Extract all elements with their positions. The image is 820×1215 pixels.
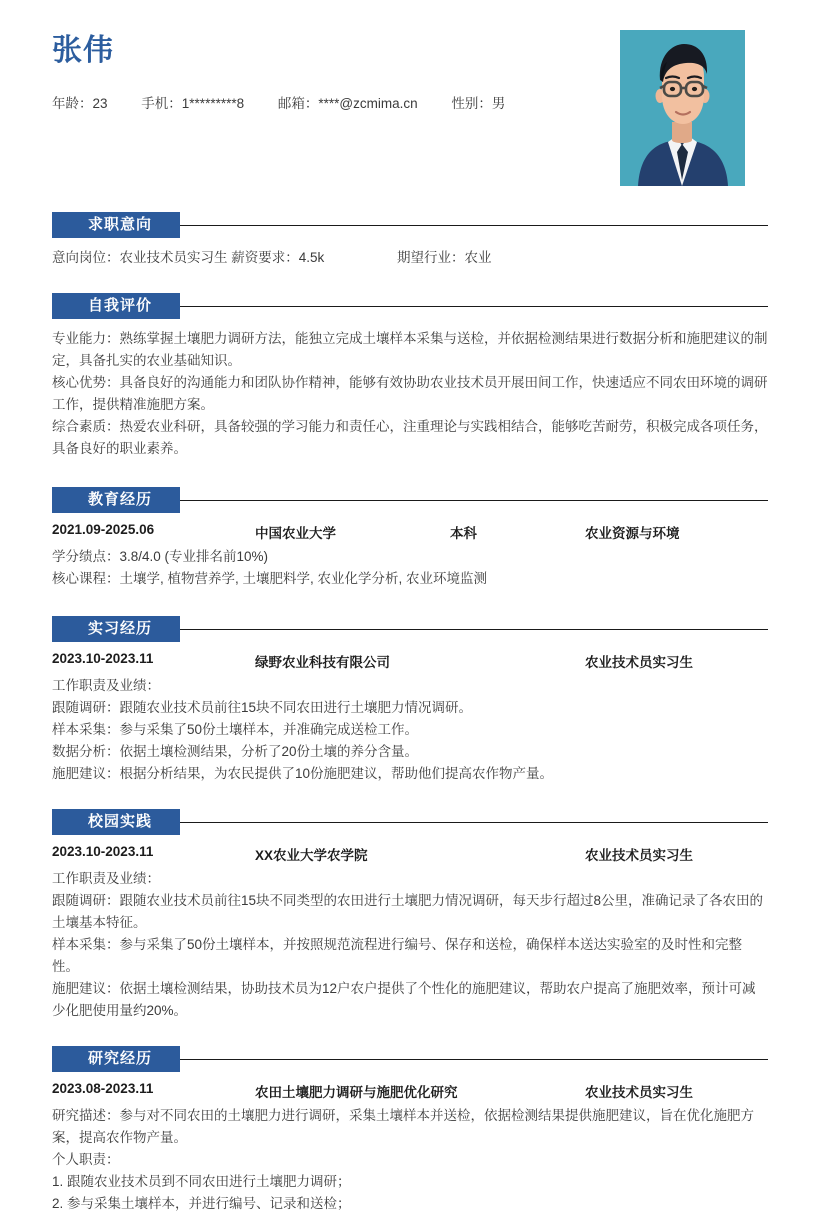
section-internship: [52, 616, 768, 785]
research-detail: 1. 跟随农业技术员到不同农田进行土壤肥力调研；: [52, 1174, 351, 1189]
internship-date: 2023.10-2023.11: [52, 651, 154, 666]
campus-practice-date: 2023.10-2023.11: [52, 844, 154, 859]
campus-practice-detail: 样本采集：参与采集了50份土壤样本，并按照规范流程进行编号、保存和送检，确保样本送达实验室的及时性和完整性。: [52, 937, 743, 974]
campus-practice-detail: 工作职责及业绩：: [52, 871, 160, 886]
campus-practice-detail: 施肥建议：依据土壤检测结果，协助技术员为12户农户提供了个性化的施肥建议，帮助农户提高了施肥效率，预计可减少化肥使用量约20%。: [52, 981, 756, 1018]
education-detail: 学分绩点：3.8/4.0 (专业排名前10%): [52, 549, 269, 564]
section-divider: [180, 225, 768, 226]
campus-practice-detail: 跟随调研：跟随农业技术员前往15块不同类型的农田进行土壤肥力情况调研，每天步行超过8公里，准确记录了各农田的土壤基本特征。: [52, 893, 764, 930]
internship-detail: 样本采集：参与采集了50份土壤样本，并准确完成送检工作。: [52, 722, 419, 737]
research-detail: 个人职责：: [52, 1152, 120, 1167]
section-header-self-evaluation: [52, 293, 768, 319]
section-header-campus-practice: [52, 809, 768, 835]
education-date: 2021.09-2025.06: [52, 522, 155, 537]
job-intention-right: 期望行业：农业: [397, 250, 492, 265]
contact-info-row: [52, 92, 505, 112]
section-title-job-intention: 求职意向: [52, 212, 180, 238]
section-header-education: [52, 487, 768, 513]
profile-photo-illustration: [620, 30, 745, 186]
research-date: 2023.08-2023.11: [52, 1081, 154, 1096]
section-title-campus-practice: 校园实践: [52, 809, 180, 835]
campus-practice-entry-header: [52, 844, 768, 866]
research-detail: 2. 参与采集土壤样本，并进行编号、记录和送检；: [52, 1196, 351, 1211]
internship-body: [52, 675, 768, 785]
section-title-internship: 实习经历: [52, 616, 180, 642]
contact-gender: 性别：男: [451, 96, 506, 111]
resume-header: [52, 0, 768, 190]
education-body: [52, 546, 768, 590]
research-body: [52, 1105, 768, 1215]
job-intention-left: 意向岗位：农业技术员实习生 薪资要求：4.5k: [52, 250, 325, 265]
section-title-education: 教育经历: [52, 487, 180, 513]
internship-company: 绿野农业科技有限公司: [255, 655, 390, 670]
contact-email: 邮箱：****@zcmima.cn: [277, 96, 418, 111]
section-research: [52, 1046, 768, 1215]
self-evaluation-body: [52, 328, 768, 460]
section-divider: [180, 1059, 768, 1060]
education-degree: 本科: [450, 526, 477, 541]
internship-detail: 数据分析：依据土壤检测结果，分析了20份土壤的养分含量。: [52, 744, 419, 759]
research-entry-header: [52, 1081, 768, 1103]
internship-entry-header: [52, 651, 768, 673]
contact-age: 年龄：23: [52, 96, 108, 111]
section-job-intention: [52, 212, 768, 269]
campus-practice-position: 农业技术员实习生: [585, 848, 693, 863]
section-education: [52, 487, 768, 590]
internship-detail: 施肥建议：根据分析结果，为农民提供了10份施肥建议，帮助他们提高农作物产量。: [52, 766, 554, 781]
section-self-evaluation: [52, 293, 768, 460]
section-header-job-intention: [52, 212, 768, 238]
section-header-internship: [52, 616, 768, 642]
internship-detail: 跟随调研：跟随农业技术员前往15块不同农田进行土壤肥力情况调研。: [52, 700, 473, 715]
internship-position: 农业技术员实习生: [585, 655, 693, 670]
section-divider: [180, 306, 768, 307]
research-position: 农业技术员实习生: [585, 1085, 693, 1100]
research-detail: 研究描述：参与对不同农田的土壤肥力进行调研，采集土壤样本并送检，依据检测结果提供施肥建议，旨在优化施肥方案，提高农作物产量。: [52, 1108, 754, 1145]
self-evaluation-paragraph: 综合素质：热爱农业科研，具备较强的学习能力和责任心，注重理论与实践相结合，能够吃苦耐劳，积极完成各项任务，具备良好的职业素养。: [52, 419, 768, 456]
research-project: 农田土壤肥力调研与施肥优化研究: [255, 1085, 458, 1100]
education-school: 中国农业大学: [255, 526, 336, 541]
job-intention-body: [52, 247, 768, 269]
internship-detail: 工作职责及业绩：: [52, 678, 160, 693]
section-header-research: [52, 1046, 768, 1072]
section-title-self-evaluation: 自我评价: [52, 293, 180, 319]
education-detail: 核心课程：土壤学, 植物营养学, 土壤肥料学, 农业化学分析, 农业环境监测: [52, 571, 488, 586]
self-evaluation-paragraph: 专业能力：熟练掌握土壤肥力调研方法，能独立完成土壤样本采集与送检，并依据检测结果进行数据分析和施肥建议的制定，具备扎实的农业基础知识。: [52, 331, 768, 368]
section-divider: [180, 500, 768, 501]
education-entry-header: [52, 522, 768, 544]
section-divider: [180, 629, 768, 630]
section-campus-practice: [52, 809, 768, 1022]
campus-practice-organization: XX农业大学农学院: [255, 848, 368, 863]
candidate-name: 张伟: [52, 34, 114, 67]
section-divider: [180, 822, 768, 823]
profile-photo: [620, 30, 745, 186]
contact-phone: 手机：1*********8: [141, 96, 245, 111]
education-major: 农业资源与环境: [585, 526, 680, 541]
section-title-research: 研究经历: [52, 1046, 180, 1072]
campus-practice-body: [52, 868, 768, 1022]
self-evaluation-paragraph: 核心优势：具备良好的沟通能力和团队协作精神，能够有效协助农业技术员开展田间工作，快速适应不同农田环境的调研工作，提供精准施肥方案。: [52, 375, 768, 412]
